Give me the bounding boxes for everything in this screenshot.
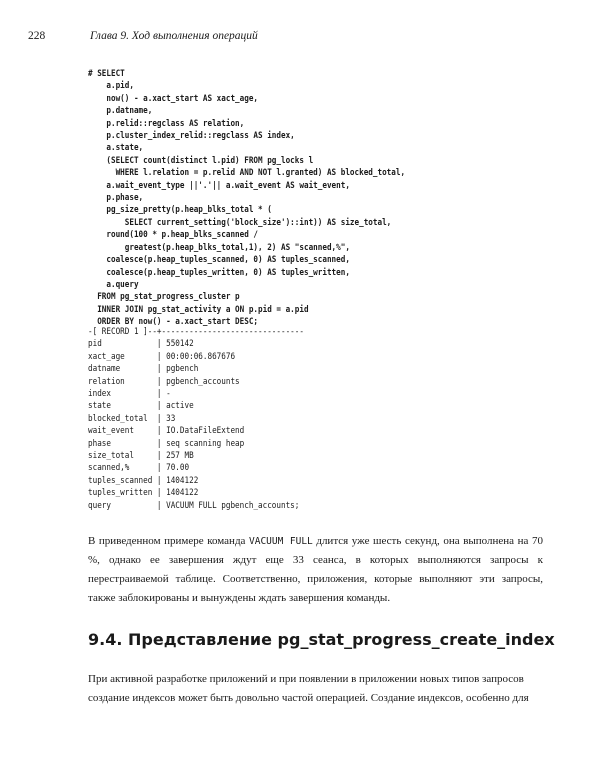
code-line: SELECT current_setting('block_size')::int)) AS size_total, (124, 217, 392, 228)
result-line: query | VACUUM FULL pgbench_accounts; (88, 500, 300, 511)
code-line: a.query (106, 279, 139, 290)
result-line: pid | 550142 (88, 339, 194, 350)
code-line: a.wait_event_type ||'.'|| a.wait_event AS wait_event, (106, 180, 350, 191)
code-line: now() - a.xact_start AS xact_age, (106, 93, 259, 104)
result-line: wait_event | IO.DataFileExtend (88, 426, 245, 437)
code-line: p.datname, (106, 106, 153, 117)
page-number: 228 (28, 30, 46, 42)
code-line: p.relid::regclass AS relation, (106, 118, 245, 129)
result-line: blocked_total | 33 (88, 413, 176, 424)
result-line: state | active (88, 401, 194, 412)
code-line: coalesce(p.heap_tuples_scanned, 0) AS tuples_scanned, (106, 255, 350, 266)
query-result-output (88, 326, 304, 512)
chapter-title: Глава 9. Ход выполнения операций (90, 30, 258, 42)
code-line: a.pid, (106, 81, 134, 92)
code-line: p.phase, (106, 193, 144, 204)
code-line: coalesce(p.heap_tuples_written, 0) AS tuples_written, (106, 267, 350, 278)
code-line: round(100 * p.heap_blks_scanned / (106, 230, 259, 241)
result-line: tuples_scanned | 1404122 (88, 475, 199, 486)
code-line: pg_size_pretty(p.heap_blks_total * ( (106, 205, 272, 216)
page-header (28, 30, 560, 44)
sql-query-code (88, 68, 405, 329)
result-line: index | - (88, 389, 171, 400)
body-paragraph (88, 532, 543, 608)
code-line: p.cluster_index_relid::regclass AS index, (106, 131, 295, 142)
code-line: FROM pg_stat_progress_cluster p (97, 292, 240, 303)
code-line: greatest(p.heap_blks_total,1), 2) AS "scanned,%", (124, 242, 350, 253)
code-line: a.state, (106, 143, 144, 154)
result-line: xact_age | 00:00:06.867676 (88, 351, 236, 362)
code-line: ORDER BY now() - a.xact_start DESC; (88, 317, 259, 328)
result-line: scanned,% | 70.00 (88, 463, 190, 474)
result-line: tuples_written | 1404122 (88, 488, 199, 499)
result-line: -[ RECORD 1 ]--+------------------------------- (88, 327, 304, 337)
result-line: phase | seq scanning heap (88, 438, 245, 449)
paragraph-text-after: длится уже шесть секунд, она выполнена на 70 %, однако ее завершения ждут еще 33 сеанса, в которых выполняются запросы к перестраиваемой таблице. Соответственно, приложения, которые выполняют эти запросы, также заблокированы и вынуждены ждать завершения команды. (88, 535, 543, 604)
code-line: # SELECT (88, 69, 125, 79)
result-line: datname | pgbench (88, 364, 199, 375)
code-line: (SELECT count(distinct l.pid) FROM pg_locks l (106, 155, 314, 166)
inline-code: VACUUM FULL (249, 536, 313, 547)
code-line: WHERE l.relation = p.relid AND NOT l.granted) AS blocked_total, (115, 168, 406, 179)
result-line: size_total | 257 MB (88, 451, 194, 462)
section-title: 9.4. Представление pg_stat_progress_create_index (88, 630, 555, 649)
result-line: relation | pgbench_accounts (88, 376, 240, 387)
body-paragraph-2: При активной разработке приложений и при появлении в приложении новых типов запросов создание индексов может быть довольно частой операцией. Создание индексов, особенно для (88, 673, 529, 704)
paragraph-text-before: В приведенном примере команда (88, 535, 250, 547)
code-line: INNER JOIN pg_stat_activity a ON p.pid = a.pid (97, 304, 309, 315)
